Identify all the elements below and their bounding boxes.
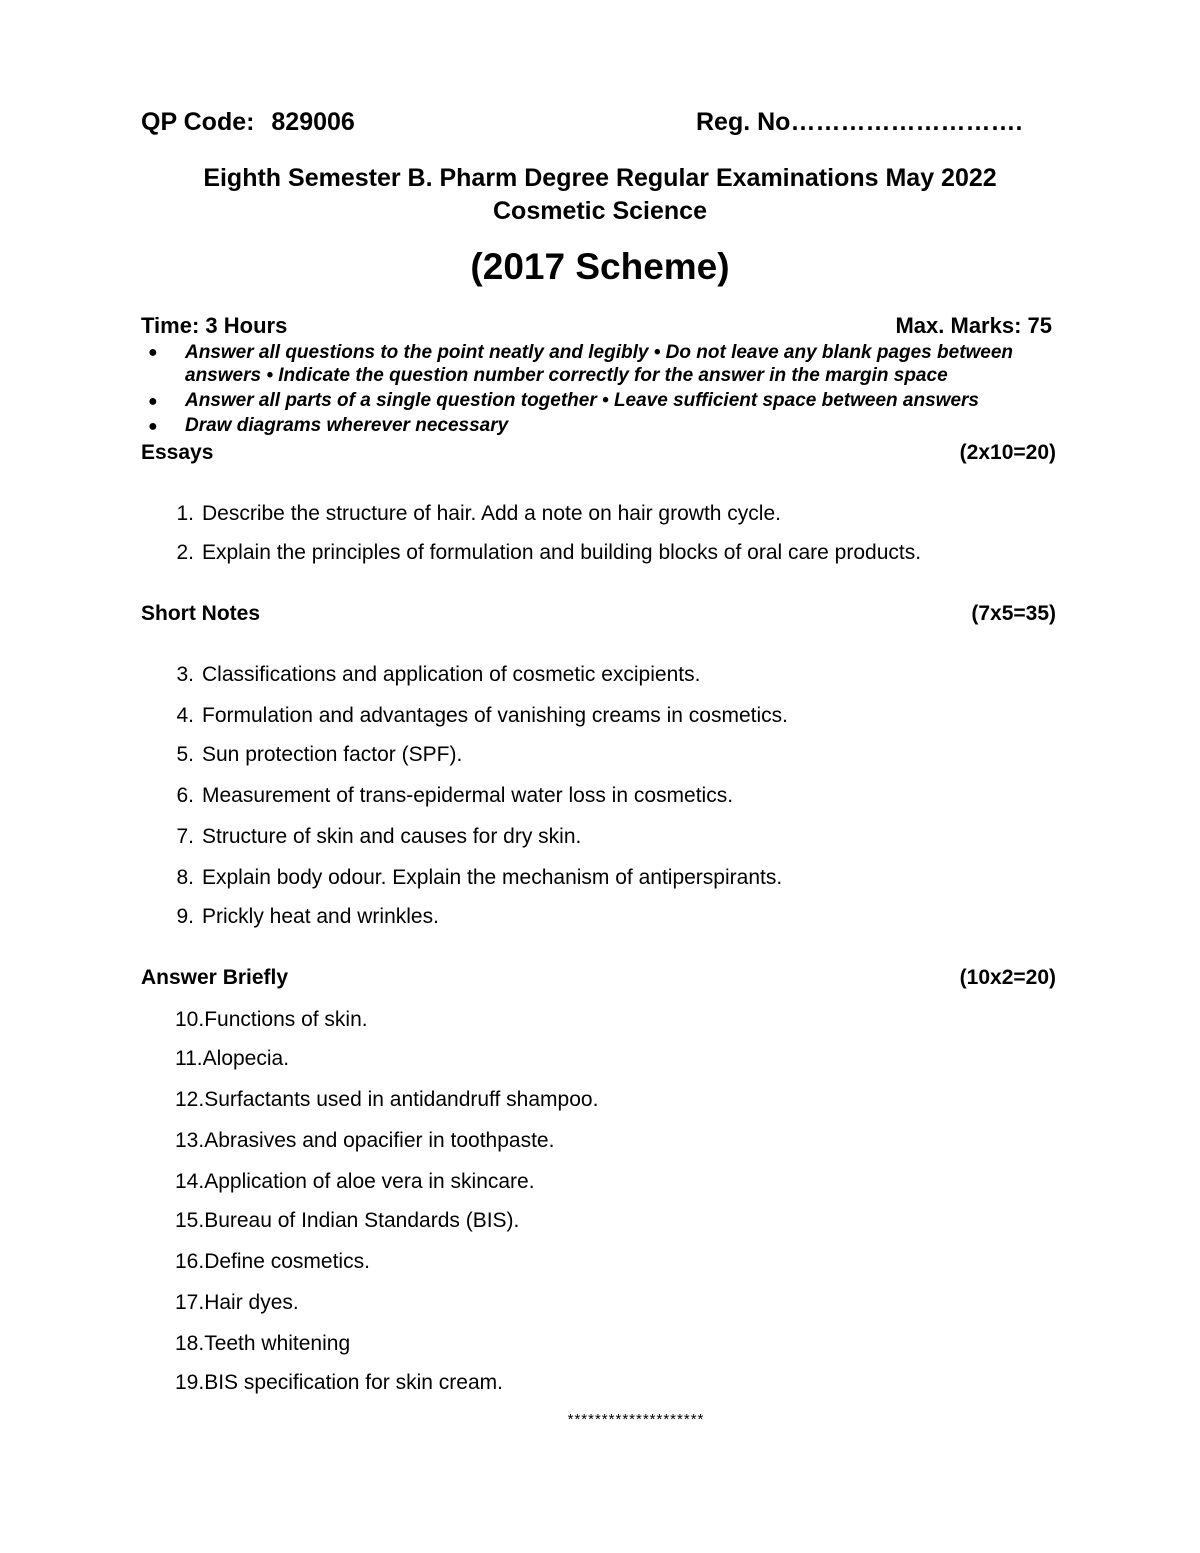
instruction-line: answers • Indicate the question number correctly for the answer in the margin space — [185, 365, 948, 386]
section-title-answer-briefly: Answer Briefly — [141, 966, 289, 989]
question-number: 2. — [176, 541, 194, 564]
section-marks-short-notes: (7x5=35) — [971, 602, 1056, 625]
reg-no: Reg. No………………………. — [696, 108, 1023, 136]
section-marks-essays: (2x10=20) — [959, 441, 1056, 464]
question-number: 15. — [175, 1209, 205, 1232]
question-text: Formulation and advantages of vanishing creams in cosmetics. — [202, 704, 788, 727]
qp-code-value: 829006 — [271, 108, 355, 136]
question-number: 14. — [175, 1170, 205, 1193]
list-item — [175, 1209, 519, 1233]
question-number: 10. — [175, 1008, 205, 1031]
exam-title: Eighth Semester B. Pharm Degree Regular Examinations May 2022 — [203, 164, 997, 192]
question-text: Prickly heat and wrinkles. — [202, 905, 439, 928]
max-marks: Max. Marks: 75 — [895, 313, 1052, 338]
question-number: 12. — [175, 1088, 205, 1111]
end-of-paper-marker: ******************** — [567, 1411, 705, 1428]
question-text: Bureau of Indian Standards (BIS). — [204, 1209, 520, 1232]
list-item — [158, 866, 782, 890]
instruction-line: Answer all parts of a single question together • Leave sufficient space between answers — [185, 390, 979, 411]
question-number: 17. — [175, 1291, 205, 1314]
question-number: 3. — [176, 663, 194, 686]
list-item — [175, 1291, 299, 1315]
list-item — [158, 784, 733, 808]
time-allowed: Time: 3 Hours — [141, 313, 288, 338]
question-text: Functions of skin. — [204, 1008, 368, 1031]
list-item — [175, 1250, 370, 1274]
question-text: Define cosmetics. — [204, 1250, 370, 1273]
list-item — [175, 1371, 503, 1395]
list-item — [158, 743, 462, 767]
question-text: Application of aloe vera in skincare. — [204, 1170, 535, 1193]
question-number: 16. — [175, 1250, 205, 1273]
list-item — [158, 541, 921, 565]
question-number: 4. — [176, 704, 194, 727]
question-number: 1. — [176, 502, 194, 525]
question-number: 19. — [175, 1371, 205, 1394]
question-text: Explain body odour. Explain the mechanism of antiperspirants. — [202, 866, 783, 889]
question-number: 5. — [176, 743, 194, 766]
question-text: Surfactants used in antidandruff shampoo. — [204, 1088, 599, 1111]
list-item — [158, 905, 439, 929]
section-marks-answer-briefly: (10x2=20) — [959, 966, 1056, 989]
bullet-icon: ● — [148, 393, 158, 410]
question-text: Hair dyes. — [204, 1291, 299, 1314]
question-number: 18. — [175, 1332, 205, 1355]
question-text: Explain the principles of formulation and building blocks of oral care products. — [202, 541, 922, 564]
question-number: 8. — [176, 866, 194, 889]
section-title-short-notes: Short Notes — [141, 602, 261, 625]
question-number: 9. — [176, 905, 194, 928]
list-item — [175, 1008, 368, 1032]
list-item — [158, 825, 581, 849]
question-number: 13. — [175, 1129, 205, 1152]
bullet-icon: ● — [148, 418, 158, 435]
instruction-line: Draw diagrams wherever necessary — [185, 415, 509, 436]
subject-title: Cosmetic Science — [493, 197, 707, 225]
list-item — [175, 1129, 554, 1153]
list-item — [158, 502, 781, 526]
question-number: 11. — [175, 1047, 203, 1070]
list-item — [158, 663, 700, 687]
question-text: Teeth whitening — [204, 1332, 351, 1355]
question-text: Describe the structure of hair. Add a note on hair growth cycle. — [202, 502, 781, 525]
qp-code — [141, 108, 355, 137]
question-text: Measurement of trans-epidermal water loss in cosmetics. — [202, 784, 734, 807]
list-item — [175, 1088, 598, 1112]
question-number: 6. — [176, 784, 194, 807]
question-text: Abrasives and opacifier in toothpaste. — [204, 1129, 555, 1152]
question-number: 7. — [176, 825, 194, 848]
question-text: Structure of skin and causes for dry skin. — [202, 825, 582, 848]
question-text: Sun protection factor (SPF). — [202, 743, 463, 766]
scheme-title: (2017 Scheme) — [470, 246, 730, 287]
bullet-icon: ● — [148, 344, 158, 361]
question-text: BIS specification for skin cream. — [204, 1371, 503, 1394]
section-title-essays: Essays — [141, 441, 214, 464]
list-item — [175, 1332, 350, 1356]
question-text: Classifications and application of cosmetic excipients. — [202, 663, 701, 686]
list-item — [175, 1047, 289, 1071]
qp-code-label: QP Code: — [141, 108, 255, 136]
instruction-line: Answer all questions to the point neatly and legibly • Do not leave any blank pages between — [185, 342, 1014, 363]
list-item — [158, 704, 788, 728]
list-item — [175, 1170, 535, 1194]
question-text: Alopecia. — [202, 1047, 290, 1070]
